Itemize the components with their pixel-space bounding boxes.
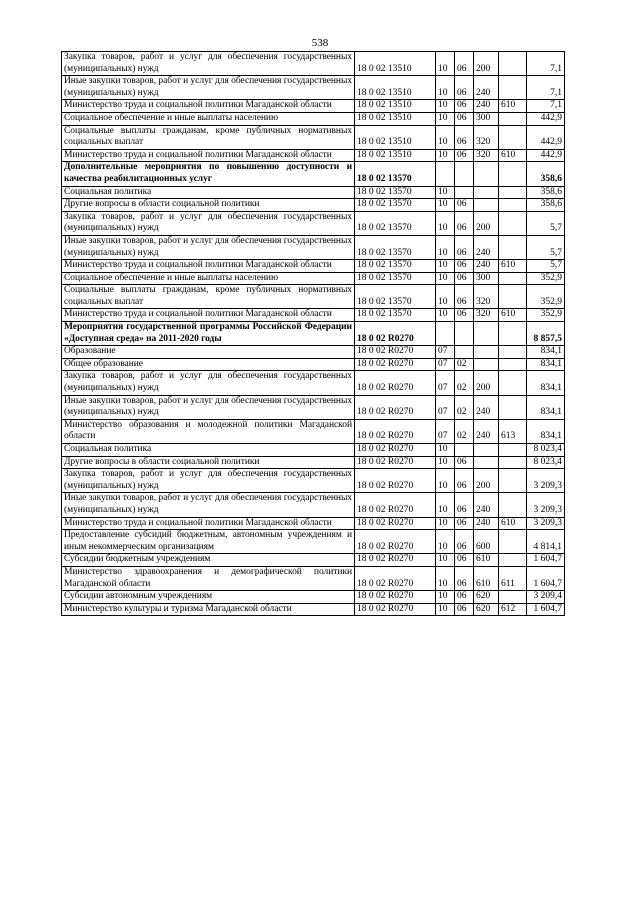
- row-name-cell: Другие вопросы в области социальной политики: [62, 456, 355, 469]
- target-article-code-cell: 18 0 02 R0270: [355, 322, 436, 346]
- expense-type-cell: 240: [474, 493, 499, 517]
- subsection-code-cell: [455, 186, 474, 199]
- section-code-cell: 10: [436, 100, 455, 113]
- amount-cell: 352,9: [527, 285, 565, 309]
- amount-cell: 352,9: [527, 272, 565, 285]
- subsection-code-cell: [455, 162, 474, 186]
- subsection-code-cell: 06: [455, 517, 474, 530]
- amount-cell: 3 209,4: [527, 591, 565, 604]
- target-article-code-cell: 18 0 02 R0270: [355, 346, 436, 359]
- expense-type-cell: [474, 444, 499, 457]
- expense-type-cell: 320: [474, 125, 499, 149]
- expense-type-cell: 320: [474, 285, 499, 309]
- row-name-cell: Социальная политика: [62, 186, 355, 199]
- expense-type-cell: 610: [474, 554, 499, 567]
- budget-holder-code-cell: 613: [499, 419, 527, 443]
- row-name-cell: Иные закупки товаров, работ и услуг для обеспечения государственных (муниципальных) нужд: [62, 395, 355, 419]
- amount-cell: 834,1: [527, 371, 565, 395]
- section-code-cell: 10: [436, 554, 455, 567]
- row-name-cell: Министерство труда и социальной политики Магаданской области: [62, 149, 355, 162]
- table-row: [62, 517, 565, 530]
- subsection-code-cell: 06: [455, 272, 474, 285]
- section-code-cell: 07: [436, 346, 455, 359]
- table-row: [62, 52, 565, 76]
- row-name-cell: Министерство труда и социальной политики Магаданской области: [62, 517, 355, 530]
- subsection-code-cell: 06: [455, 100, 474, 113]
- section-code-cell: 10: [436, 603, 455, 616]
- amount-cell: 1 604,7: [527, 554, 565, 567]
- section-code-cell: 10: [436, 456, 455, 469]
- budget-holder-code-cell: [499, 322, 527, 346]
- expense-type-cell: [474, 358, 499, 371]
- budget-holder-code-cell: 610: [499, 309, 527, 322]
- expense-type-cell: [474, 456, 499, 469]
- target-article-code-cell: 18 0 02 R0270: [355, 358, 436, 371]
- budget-holder-code-cell: [499, 493, 527, 517]
- budget-holder-code-cell: [499, 371, 527, 395]
- budget-holder-code-cell: [499, 591, 527, 604]
- table-row: [62, 469, 565, 493]
- budget-holder-code-cell: [499, 211, 527, 235]
- table-row: [62, 530, 565, 554]
- target-article-code-cell: 18 0 02 R0270: [355, 444, 436, 457]
- row-name-cell: Закупка товаров, работ и услуг для обеспечения государственных (муниципальных) нужд: [62, 52, 355, 76]
- subsection-code-cell: 06: [455, 112, 474, 125]
- row-name-cell: Иные закупки товаров, работ и услуг для обеспечения государственных (муниципальных) нужд: [62, 76, 355, 100]
- row-name-cell: Мероприятия государственной программы Российской Федерации «Доступная среда» на 2011-2020 годы: [62, 322, 355, 346]
- expense-type-cell: 200: [474, 371, 499, 395]
- table-row: [62, 112, 565, 125]
- amount-cell: 4 814,1: [527, 530, 565, 554]
- table-row: [62, 444, 565, 457]
- target-article-code-cell: 18 0 02 13510: [355, 149, 436, 162]
- amount-cell: 834,1: [527, 419, 565, 443]
- target-article-code-cell: 18 0 02 13570: [355, 162, 436, 186]
- target-article-code-cell: 18 0 02 R0270: [355, 469, 436, 493]
- amount-cell: 442,9: [527, 112, 565, 125]
- section-code-cell: 10: [436, 517, 455, 530]
- budget-holder-code-cell: [499, 76, 527, 100]
- subsection-code-cell: 02: [455, 419, 474, 443]
- expense-type-cell: 620: [474, 603, 499, 616]
- section-code-cell: 10: [436, 186, 455, 199]
- expense-type-cell: 620: [474, 591, 499, 604]
- subsection-code-cell: 06: [455, 456, 474, 469]
- table-row: [62, 493, 565, 517]
- target-article-code-cell: 18 0 02 13510: [355, 52, 436, 76]
- budget-holder-code-cell: [499, 112, 527, 125]
- budget-holder-code-cell: [499, 456, 527, 469]
- expense-type-cell: 320: [474, 309, 499, 322]
- expense-type-cell: [474, 346, 499, 359]
- expense-type-cell: 600: [474, 530, 499, 554]
- subsection-code-cell: 06: [455, 554, 474, 567]
- subsection-code-cell: [455, 444, 474, 457]
- amount-cell: 358,6: [527, 199, 565, 212]
- section-code-cell: 10: [436, 76, 455, 100]
- subsection-code-cell: 06: [455, 566, 474, 590]
- target-article-code-cell: 18 0 02 13570: [355, 199, 436, 212]
- amount-cell: 1 604,7: [527, 603, 565, 616]
- section-code-cell: 10: [436, 211, 455, 235]
- row-name-cell: Закупка товаров, работ и услуг для обеспечения государственных (муниципальных) нужд: [62, 371, 355, 395]
- row-name-cell: Предоставление субсидий бюджетным, автономным учреждениям и иным некоммерческим организациям: [62, 530, 355, 554]
- table-row: [62, 272, 565, 285]
- target-article-code-cell: 18 0 02 13570: [355, 235, 436, 259]
- section-code-cell: 10: [436, 530, 455, 554]
- table-row: [62, 322, 565, 346]
- subsection-code-cell: 02: [455, 395, 474, 419]
- table-row: [62, 371, 565, 395]
- table-row: [62, 603, 565, 616]
- budget-holder-code-cell: [499, 162, 527, 186]
- amount-cell: 8 023,4: [527, 444, 565, 457]
- row-name-cell: Социальная политика: [62, 444, 355, 457]
- table-row: [62, 199, 565, 212]
- table-row: [62, 566, 565, 590]
- target-article-code-cell: 18 0 02 13570: [355, 285, 436, 309]
- amount-cell: 3 209,3: [527, 493, 565, 517]
- target-article-code-cell: 18 0 02 R0270: [355, 395, 436, 419]
- amount-cell: 5,7: [527, 260, 565, 273]
- expense-type-cell: 240: [474, 100, 499, 113]
- subsection-code-cell: 06: [455, 260, 474, 273]
- section-code-cell: 10: [436, 285, 455, 309]
- subsection-code-cell: 02: [455, 371, 474, 395]
- expense-type-cell: [474, 322, 499, 346]
- expense-type-cell: 200: [474, 211, 499, 235]
- row-name-cell: Общее образование: [62, 358, 355, 371]
- budget-table-body: [62, 52, 565, 616]
- section-code-cell: 10: [436, 493, 455, 517]
- table-row: [62, 149, 565, 162]
- target-article-code-cell: 18 0 02 13510: [355, 76, 436, 100]
- row-name-cell: Министерство культуры и туризма Магаданской области: [62, 603, 355, 616]
- expense-type-cell: [474, 162, 499, 186]
- amount-cell: 3 209,3: [527, 517, 565, 530]
- target-article-code-cell: 18 0 02 R0270: [355, 493, 436, 517]
- budget-table: [61, 51, 565, 616]
- subsection-code-cell: 02: [455, 358, 474, 371]
- subsection-code-cell: 06: [455, 125, 474, 149]
- amount-cell: 7,1: [527, 100, 565, 113]
- section-code-cell: 10: [436, 199, 455, 212]
- subsection-code-cell: 06: [455, 309, 474, 322]
- amount-cell: 834,1: [527, 395, 565, 419]
- subsection-code-cell: 06: [455, 493, 474, 517]
- amount-cell: 7,1: [527, 76, 565, 100]
- target-article-code-cell: 18 0 02 13570: [355, 272, 436, 285]
- budget-holder-code-cell: [499, 554, 527, 567]
- row-name-cell: Социальное обеспечение и иные выплаты населению: [62, 112, 355, 125]
- budget-holder-code-cell: [499, 395, 527, 419]
- row-name-cell: Социальные выплаты гражданам, кроме публичных нормативных социальных выплат: [62, 125, 355, 149]
- target-article-code-cell: 18 0 02 R0270: [355, 371, 436, 395]
- row-name-cell: Социальные выплаты гражданам, кроме публичных нормативных социальных выплат: [62, 285, 355, 309]
- budget-holder-code-cell: [499, 199, 527, 212]
- amount-cell: 5,7: [527, 211, 565, 235]
- budget-holder-code-cell: 610: [499, 260, 527, 273]
- row-name-cell: Другие вопросы в области социальной политики: [62, 199, 355, 212]
- row-name-cell: Закупка товаров, работ и услуг для обеспечения государственных (муниципальных) нужд: [62, 211, 355, 235]
- table-row: [62, 358, 565, 371]
- table-row: [62, 211, 565, 235]
- section-code-cell: 10: [436, 591, 455, 604]
- row-name-cell: Закупка товаров, работ и услуг для обеспечения государственных (муниципальных) нужд: [62, 469, 355, 493]
- amount-cell: 358,6: [527, 186, 565, 199]
- subsection-code-cell: 06: [455, 603, 474, 616]
- budget-holder-code-cell: [499, 186, 527, 199]
- subsection-code-cell: [455, 322, 474, 346]
- expense-type-cell: 240: [474, 395, 499, 419]
- subsection-code-cell: [455, 346, 474, 359]
- budget-holder-code-cell: [499, 52, 527, 76]
- amount-cell: 442,9: [527, 125, 565, 149]
- expense-type-cell: 240: [474, 517, 499, 530]
- expense-type-cell: 240: [474, 235, 499, 259]
- row-name-cell: Министерство образования и молодежной политики Магаданской области: [62, 419, 355, 443]
- row-name-cell: Иные закупки товаров, работ и услуг для обеспечения государственных (муниципальных) нужд: [62, 493, 355, 517]
- section-code-cell: 10: [436, 149, 455, 162]
- expense-type-cell: 240: [474, 419, 499, 443]
- row-name-cell: Министерство труда и социальной политики Магаданской области: [62, 100, 355, 113]
- target-article-code-cell: 18 0 02 13570: [355, 309, 436, 322]
- amount-cell: 5,7: [527, 235, 565, 259]
- subsection-code-cell: 06: [455, 76, 474, 100]
- table-row: [62, 235, 565, 259]
- section-code-cell: 10: [436, 52, 455, 76]
- table-row: [62, 162, 565, 186]
- section-code-cell: 07: [436, 358, 455, 371]
- section-code-cell: 10: [436, 272, 455, 285]
- section-code-cell: 10: [436, 235, 455, 259]
- table-row: [62, 76, 565, 100]
- budget-holder-code-cell: [499, 444, 527, 457]
- section-code-cell: [436, 322, 455, 346]
- expense-type-cell: 200: [474, 469, 499, 493]
- amount-cell: 358,6: [527, 162, 565, 186]
- section-code-cell: 10: [436, 469, 455, 493]
- target-article-code-cell: 18 0 02 R0270: [355, 603, 436, 616]
- target-article-code-cell: 18 0 02 13510: [355, 112, 436, 125]
- target-article-code-cell: 18 0 02 13510: [355, 125, 436, 149]
- target-article-code-cell: 18 0 02 R0270: [355, 419, 436, 443]
- section-code-cell: 10: [436, 566, 455, 590]
- section-code-cell: 10: [436, 309, 455, 322]
- expense-type-cell: 320: [474, 149, 499, 162]
- budget-holder-code-cell: 610: [499, 100, 527, 113]
- section-code-cell: 07: [436, 419, 455, 443]
- row-name-cell: Министерство труда и социальной политики Магаданской области: [62, 309, 355, 322]
- target-article-code-cell: 18 0 02 13510: [355, 100, 436, 113]
- amount-cell: 442,9: [527, 149, 565, 162]
- amount-cell: 8 023,4: [527, 456, 565, 469]
- table-row: [62, 260, 565, 273]
- amount-cell: 7,1: [527, 52, 565, 76]
- row-name-cell: Министерство здравоохранения и демографической политики Магаданской области: [62, 566, 355, 590]
- table-row: [62, 346, 565, 359]
- subsection-code-cell: 06: [455, 235, 474, 259]
- subsection-code-cell: 06: [455, 149, 474, 162]
- section-code-cell: [436, 162, 455, 186]
- target-article-code-cell: 18 0 02 R0270: [355, 517, 436, 530]
- row-name-cell: Дополнительные мероприятия по повышению доступности и качества реабилитационных услуг: [62, 162, 355, 186]
- budget-holder-code-cell: [499, 469, 527, 493]
- amount-cell: 8 857,5: [527, 322, 565, 346]
- budget-holder-code-cell: [499, 285, 527, 309]
- table-row: [62, 125, 565, 149]
- row-name-cell: Социальное обеспечение и иные выплаты населению: [62, 272, 355, 285]
- expense-type-cell: 200: [474, 52, 499, 76]
- subsection-code-cell: 06: [455, 199, 474, 212]
- expense-type-cell: [474, 199, 499, 212]
- target-article-code-cell: 18 0 02 13570: [355, 186, 436, 199]
- subsection-code-cell: 06: [455, 52, 474, 76]
- row-name-cell: Субсидии бюджетным учреждениям: [62, 554, 355, 567]
- table-row: [62, 309, 565, 322]
- section-code-cell: 10: [436, 112, 455, 125]
- expense-type-cell: 240: [474, 260, 499, 273]
- table-row: [62, 554, 565, 567]
- amount-cell: 3 209,3: [527, 469, 565, 493]
- expense-type-cell: 300: [474, 112, 499, 125]
- budget-holder-code-cell: [499, 358, 527, 371]
- section-code-cell: 07: [436, 371, 455, 395]
- row-name-cell: Иные закупки товаров, работ и услуг для обеспечения государственных (муниципальных) нужд: [62, 235, 355, 259]
- table-row: [62, 186, 565, 199]
- amount-cell: 834,1: [527, 346, 565, 359]
- table-row: [62, 100, 565, 113]
- budget-holder-code-cell: [499, 346, 527, 359]
- budget-holder-code-cell: 610: [499, 517, 527, 530]
- subsection-code-cell: 06: [455, 530, 474, 554]
- page-number: 538: [311, 37, 329, 49]
- budget-holder-code-cell: 611: [499, 566, 527, 590]
- subsection-code-cell: 06: [455, 285, 474, 309]
- row-name-cell: Образование: [62, 346, 355, 359]
- amount-cell: 834,1: [527, 358, 565, 371]
- target-article-code-cell: 18 0 02 R0270: [355, 530, 436, 554]
- section-code-cell: 10: [436, 444, 455, 457]
- table-row: [62, 285, 565, 309]
- amount-cell: 352,9: [527, 309, 565, 322]
- budget-holder-code-cell: [499, 125, 527, 149]
- target-article-code-cell: 18 0 02 R0270: [355, 566, 436, 590]
- expense-type-cell: 300: [474, 272, 499, 285]
- subsection-code-cell: 06: [455, 211, 474, 235]
- section-code-cell: 10: [436, 260, 455, 273]
- subsection-code-cell: 06: [455, 591, 474, 604]
- subsection-code-cell: 06: [455, 469, 474, 493]
- budget-holder-code-cell: 612: [499, 603, 527, 616]
- section-code-cell: 10: [436, 125, 455, 149]
- budget-holder-code-cell: [499, 530, 527, 554]
- table-row: [62, 456, 565, 469]
- target-article-code-cell: 18 0 02 13570: [355, 211, 436, 235]
- target-article-code-cell: 18 0 02 R0270: [355, 456, 436, 469]
- table-row: [62, 591, 565, 604]
- table-row: [62, 419, 565, 443]
- expense-type-cell: 610: [474, 566, 499, 590]
- target-article-code-cell: 18 0 02 R0270: [355, 554, 436, 567]
- table-row: [62, 395, 565, 419]
- expense-type-cell: 240: [474, 76, 499, 100]
- amount-cell: 1 604,7: [527, 566, 565, 590]
- budget-holder-code-cell: [499, 235, 527, 259]
- budget-holder-code-cell: 610: [499, 149, 527, 162]
- expense-type-cell: [474, 186, 499, 199]
- budget-holder-code-cell: [499, 272, 527, 285]
- row-name-cell: Министерство труда и социальной политики Магаданской области: [62, 260, 355, 273]
- row-name-cell: Субсидии автономным учреждениям: [62, 591, 355, 604]
- target-article-code-cell: 18 0 02 R0270: [355, 591, 436, 604]
- target-article-code-cell: 18 0 02 13570: [355, 260, 436, 273]
- section-code-cell: 07: [436, 395, 455, 419]
